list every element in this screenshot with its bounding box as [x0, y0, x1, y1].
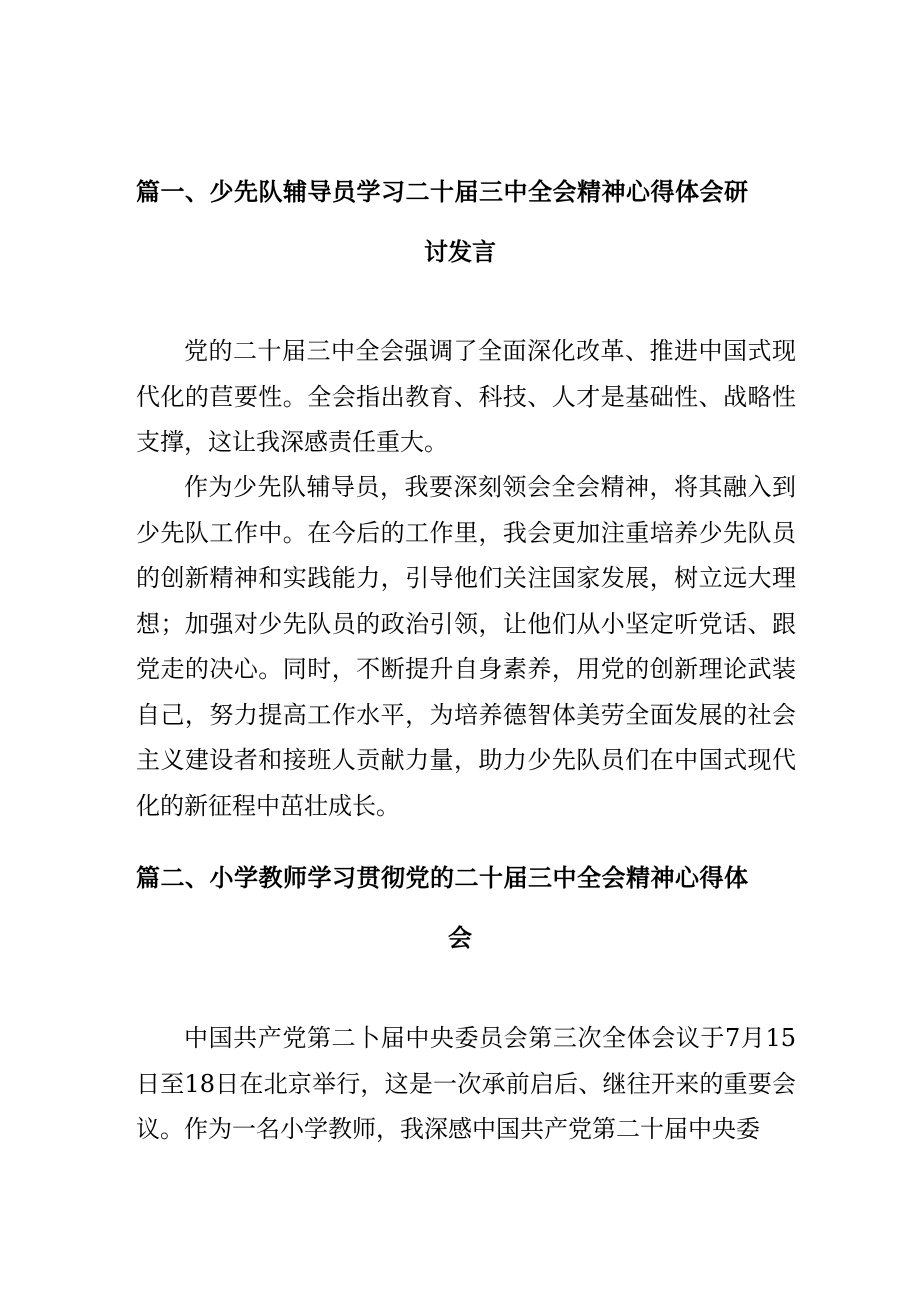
section-1-paragraph-1: 党的二十届三中全会强调了全面深化改革、推进中国式现代化的苣要性。全会指出教育、科技、人才是基础性、战略性支撑，这让我深感责任重大。 [136, 337, 796, 456]
section-2-paragraph-1: 中国共产党第二卜届中央委员会第三次全体会议于7月15日至18日在北京举行，这是一次承前启后、继往开来的重要会议。 [136, 1024, 796, 1143]
section-1-paragraph-2: 作为少先队辅导员，我要深刻领会全会精神，将其融入到少先队工作中。在今后的工作里，我会更加注重培养少先队员的创新精神和实践能力，引导他们关注国家发展，树立远大理想；加强对少先队员的政治引领，让他们从小坚定听党话、跟党走的决心。同时，不断提升自身素养，用党的创新理论武装自己，努力提高工作水平，为培养德智体美劳全面发展的社会主义建设者和接班人贡献力量，助力少先队员们在中国式现代化的新征程中茁壮成长。 [136, 473, 796, 820]
section-2-heading-line-1: 篇二、小学教师学习贯彻党的二十届三中全会精神心得体 [136, 863, 749, 892]
section-1-heading-line-1: 篇一、少先队辅导员学习二十届三中全会精神心得体会研 [136, 177, 749, 206]
section-2-heading-line-2: 会 [448, 923, 472, 952]
section-2-paragraph-2: 作为一名小学教师，我深感中国共产党第二十届中央委 [184, 1115, 760, 1143]
section-1-heading-line-2: 讨发言 [424, 237, 496, 266]
